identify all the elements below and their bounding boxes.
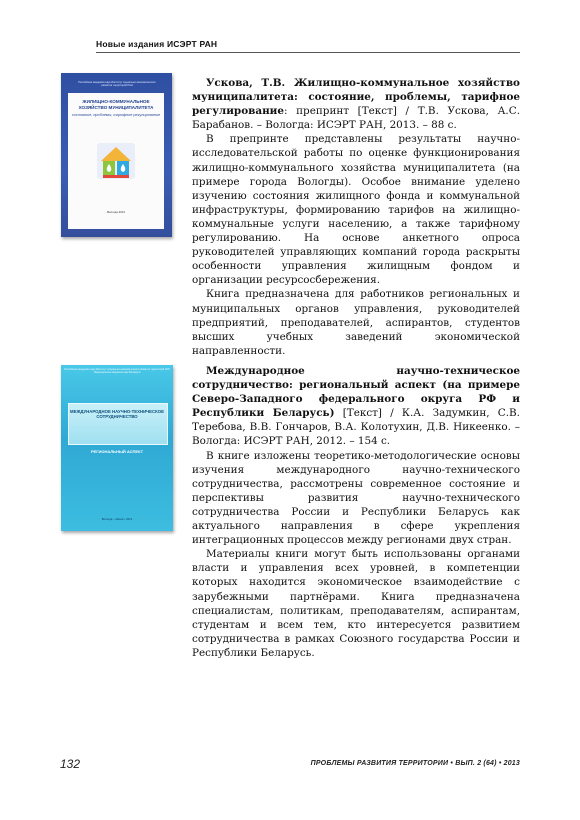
cover-title: МЕЖДУНАРОДНОЕ НАУЧНО-ТЕХНИЧЕСКОЕ СОТРУДНИЧЕСТВО (70, 409, 164, 420)
header-divider (96, 52, 520, 53)
audience-paragraph: Книга предназначена для работников региональных и муниципальных органов управления, руководителей предприятий, преподавателей, аспирантов, студентов высших учебных заведений экономической направленности. (192, 288, 520, 357)
cover-subtitle: РЕГИОНАЛЬНЫЙ АСПЕКТ (90, 449, 144, 454)
section-header: Новые издания ИСЭРТ РАН (96, 39, 218, 49)
cover-place-year: Вологда 2013 (107, 210, 125, 214)
book-imprint: : препринт [Текст] / Т.В. Ускова, А.С. Барабанов. – Вологда: ИСЭРТ РАН, 2013. – 88 с. (192, 105, 520, 132)
cover-place-year: Вологда – Минск • 2012 (101, 517, 133, 521)
cover-org-text: Российская академия наук Институт социально-экономического развития территорий РАН (78, 81, 156, 88)
journal-running-footer: ПРОБЛЕМЫ РАЗВИТИЯ ТЕРРИТОРИИ • ВЫП. 2 (64) • 2013 (310, 760, 520, 767)
book-imprint: [Текст] / К.А. Задумкин, С.В. Теребова, В.В. Гончаров, В.А. Колотухин, Д.В. Никеенко. – Вологда: ИСЭРТ РАН, 2012. – 154 с. (192, 407, 520, 448)
page-number: 132 (60, 757, 81, 771)
book-title: Ускова, Т.В. Жилищно-коммунальное хозяйство муниципалитета: состояние, проблемы, тарифное регулирование (192, 77, 520, 118)
annotation-paragraph: В препринте представлены результаты научно-исследовательской работы по оценке функционирования жилищно-коммунального хозяйства муниципалитета (на примере города Вологды). Особое внимание уделено изучению состояния жилищного фонда и коммунальной инфраструктуры, формированию тарифов на жилищно-коммунальные услуги населению, а также тарифному регулированию. На основе анкетного опроса руководителей управляющих компаний города раскрыты особенности управления жилищным фондом и организации ресурсосбережения. (192, 133, 520, 287)
book-title: Международное научно-техническое сотрудничество: региональный аспект (на примере Северо-Западного федерального округа РФ и Республики Беларусь) (192, 365, 520, 420)
cover-subtitle: состояние, проблемы, тарифное регулирование (71, 113, 161, 117)
book-cover-cooperation (61, 365, 173, 531)
cover-title: ЖИЛИЩНО-КОММУНАЛЬНОЕ ХОЗЯЙСТВО МУНИЦИПАЛИТЕТА (78, 99, 154, 110)
bibliographic-record (192, 364, 520, 449)
house-drop-emblem-icon (91, 135, 141, 185)
bibliographic-record (192, 76, 520, 132)
cover-org-text: Российская академия наук Институт социально-экономического развития территорий РАН Национальная академия наук Беларуси (64, 368, 170, 375)
book-entry-housing (192, 76, 520, 358)
annotation-paragraph: В книге изложены теоретико-методологические основы изучения международного научно-технического сотрудничества, рассмотрены современное состояние и перспективы развития научно-технического сотрудничества России и Республики Беларусь как актуального направления в сфере укрепления интеграционных процессов между регионами двух стран. (192, 449, 520, 547)
audience-paragraph: Материалы книги могут быть использованы органами власти и управления всех уровней, в компетенции которых находится экономическое взаимодействие с зарубежными партнёрами. Книга предназначена специалистам, политикам, преподавателям, аспирантам, студентам и всем тем, кто интересуется развитием сотрудничества в рамках Союзного государства России и Республики Беларусь. (192, 548, 520, 659)
book-entry-cooperation (192, 364, 520, 660)
book-cover-housing (61, 73, 172, 237)
